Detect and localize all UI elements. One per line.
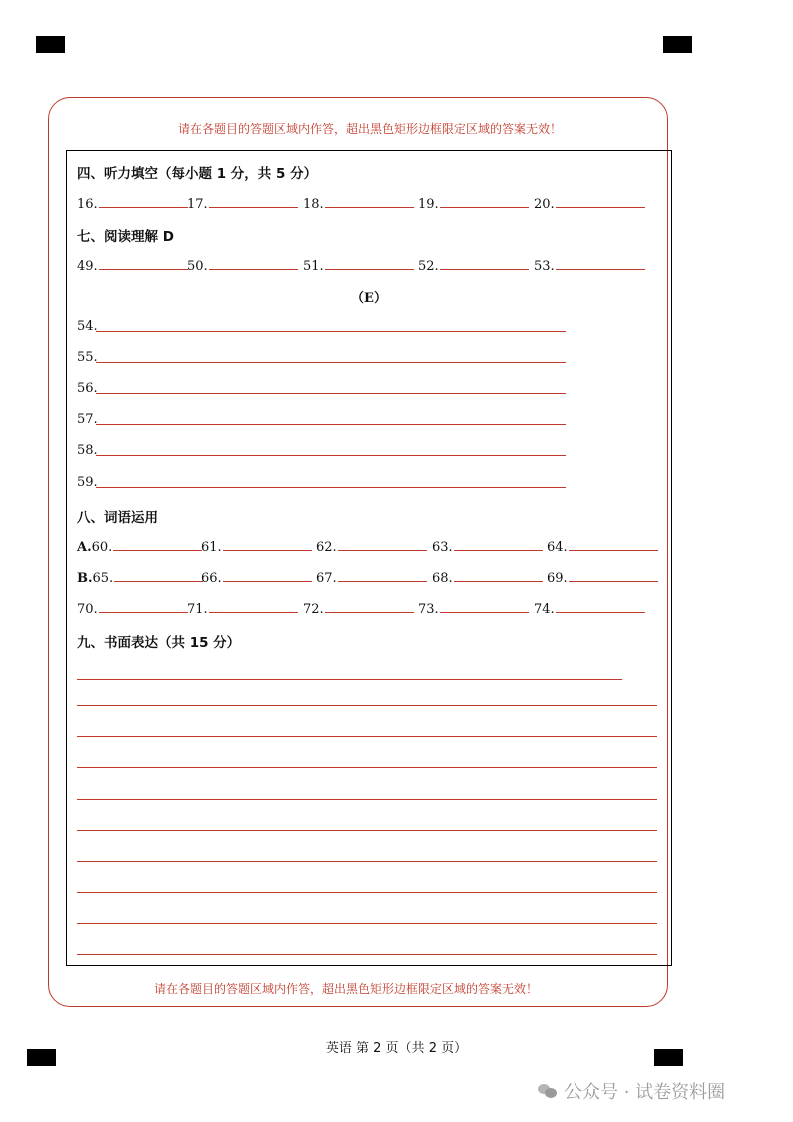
wechat-icon bbox=[538, 1082, 558, 1100]
blank-73[interactable]: 73. bbox=[418, 600, 529, 617]
writing-line[interactable] bbox=[77, 830, 657, 831]
top-notice: 请在各题目的答题区域内作答，超出黑色矩形边框限定区域的答案无效！ bbox=[177, 122, 562, 136]
blank-71[interactable]: 71. bbox=[187, 600, 298, 617]
section-title-vocab: 八、词语运用 bbox=[77, 510, 158, 526]
blank-62[interactable]: 62. bbox=[316, 538, 427, 555]
writing-line[interactable] bbox=[77, 679, 622, 680]
blank-54[interactable]: 54. bbox=[77, 319, 98, 337]
blank-61[interactable]: 61. bbox=[201, 538, 312, 555]
blank-74[interactable]: 74. bbox=[534, 600, 645, 617]
blank-19[interactable]: 19. bbox=[418, 195, 529, 212]
blank-18[interactable]: 18. bbox=[303, 195, 414, 212]
blank-65[interactable]: B.65. bbox=[77, 569, 203, 586]
blank-57[interactable]: 57. bbox=[77, 412, 98, 430]
blank-63[interactable]: 63. bbox=[432, 538, 543, 555]
blank-72[interactable]: 72. bbox=[303, 600, 414, 617]
section-title-writing: 九、书面表达（共 15 分） bbox=[77, 635, 241, 651]
blank-53[interactable]: 53. bbox=[534, 257, 645, 274]
section-title-reading-d: 七、阅读理解 D bbox=[77, 229, 174, 245]
blank-64[interactable]: 64. bbox=[547, 538, 658, 555]
corner-marker-top-right bbox=[663, 36, 692, 53]
blank-59[interactable]: 59. bbox=[77, 475, 98, 493]
section-title-listening: 四、听力填空（每小题 1 分，共 5 分） bbox=[77, 166, 318, 182]
blank-60[interactable]: A.60. bbox=[77, 538, 202, 555]
blank-50[interactable]: 50. bbox=[187, 257, 298, 274]
writing-line[interactable] bbox=[77, 923, 657, 924]
blank-52[interactable]: 52. bbox=[418, 257, 529, 274]
blank-55[interactable]: 55. bbox=[77, 350, 98, 368]
writing-line[interactable] bbox=[77, 954, 657, 955]
blank-66[interactable]: 66. bbox=[201, 569, 312, 586]
writing-line[interactable] bbox=[77, 861, 657, 862]
blank-20[interactable]: 20. bbox=[534, 195, 645, 212]
blank-68[interactable]: 68. bbox=[432, 569, 543, 586]
page-footer: 英语 第 2 页（共 2 页） bbox=[325, 1041, 468, 1056]
writing-line[interactable] bbox=[77, 799, 657, 800]
blank-16[interactable]: 16. bbox=[77, 195, 188, 212]
writing-line[interactable] bbox=[77, 705, 657, 706]
writing-line[interactable] bbox=[77, 736, 657, 737]
blank-67[interactable]: 67. bbox=[316, 569, 427, 586]
writing-line[interactable] bbox=[77, 892, 657, 893]
blank-58[interactable]: 58. bbox=[77, 443, 98, 461]
blank-69[interactable]: 69. bbox=[547, 569, 658, 586]
bottom-notice: 请在各题目的答题区域内作答，超出黑色矩形边框限定区域的答案无效！ bbox=[153, 982, 538, 996]
blank-56[interactable]: 56. bbox=[77, 381, 98, 399]
blank-17[interactable]: 17. bbox=[187, 195, 298, 212]
watermark bbox=[538, 1078, 725, 1104]
reading-e-label: （E） bbox=[351, 291, 387, 306]
watermark-text: 公众号 · 试卷资料圈 bbox=[564, 1082, 726, 1103]
blank-51[interactable]: 51. bbox=[303, 257, 414, 274]
blank-49[interactable]: 49. bbox=[77, 257, 188, 274]
writing-line[interactable] bbox=[77, 767, 657, 768]
corner-marker-top-left bbox=[36, 36, 65, 53]
blank-70[interactable]: 70. bbox=[77, 600, 188, 617]
